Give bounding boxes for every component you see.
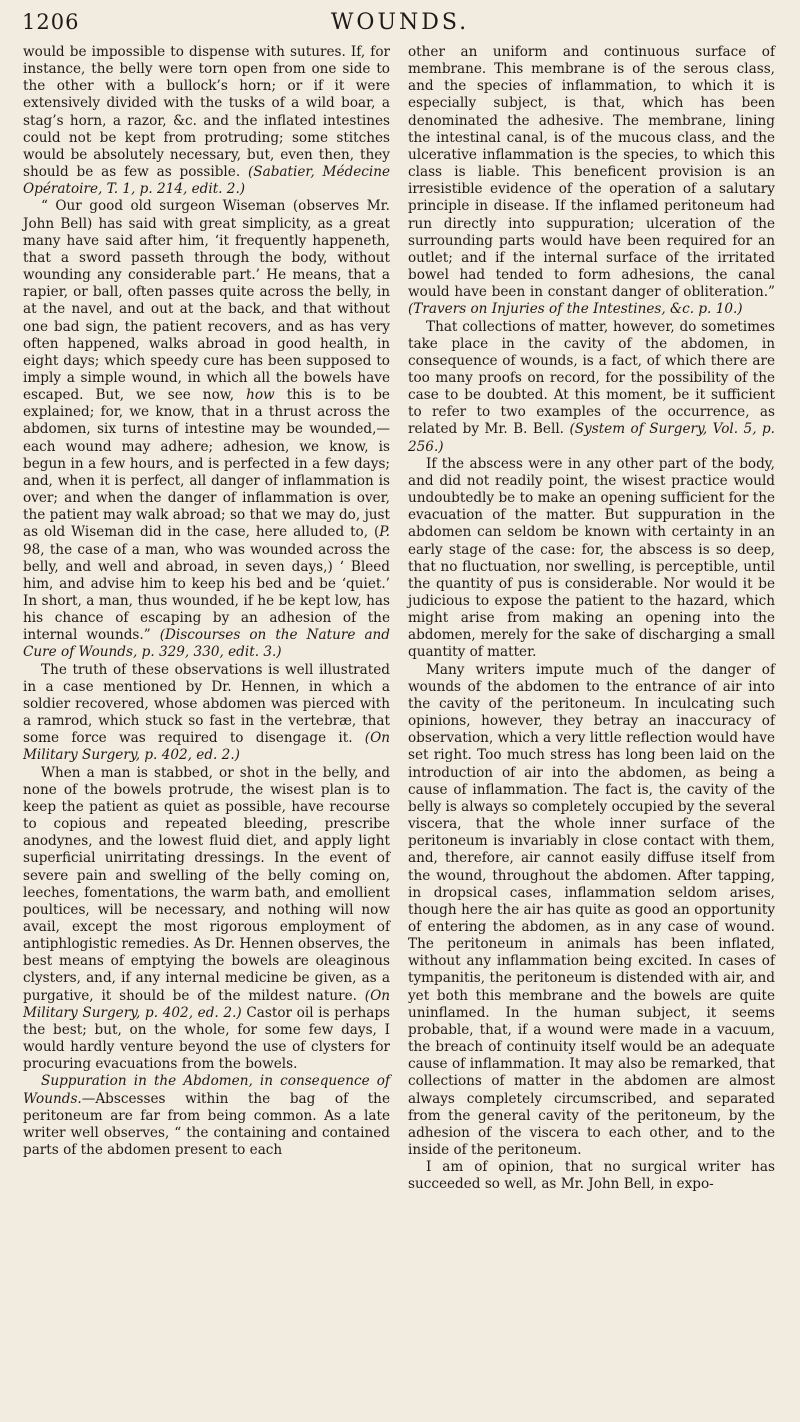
paragraph <box>408 44 775 319</box>
text: Many writers impute much of the danger of wounds of the abdomen to the entrance of air into the cavity of the peritoneum. In inculcating such opinions, however, they betray an inaccuracy of observation, which a very little reflection would have set right. Too much stress has long been laid on the introduction of air into the abdomen, as being a cause of inflammation. The fact is, the cavity of the belly is always so completely occupied by the several viscera, that the whole inner surface of the peritoneum is invariably in close contact with them, and, therefore, air cannot easily diffuse itself from the wound, throughout the abdomen. After tapping, in dropsical cases, inflammation seldom arises, though here the air has quite as good an opportunity of entering the abdomen, as in any case of wound. The peritoneum in animals has been inflated, without any inflammation being excited. In cases of tympanitis, the peritoneum is distended with air, and yet both this membrane and the bowels are quite uninflamed. In the human subject, it seems probable, that, if a wound were made in a vacuum, the breach of continuity itself would be an adequate cause of inflammation. It may also be remarked, that collections of matter in the abdomen are almost always completely circumscribed, and separated from the general cavity of the peritoneum, by the adhesion of the viscera to each other, and to the inside of the peritoneum. <box>408 661 775 1158</box>
text: “ Our good old surgeon Wiseman (observes Mr. John Bell) has said with great simplicity, as a great many have said after him, ‘it frequently happeneth, that a sword passeth through the body, without wounding any considerable part.’ He means, that a rapier, or ball, often passes quite across the belly, in at the navel, and out at the back, and that without one bad sign, the patient recovers, and as has very often happened, walks abroad in good health, in eight days; which speedy cure has been supposed to imply a simple wound, in which all the bowels have escaped. But, we see now, <box>23 198 390 404</box>
paragraph <box>23 662 390 765</box>
emphasis: how <box>246 387 275 404</box>
paragraph <box>23 198 390 661</box>
text: When a man is stabbed, or shot in the belly, and none of the bowels protrude, the wisest plan is to keep the patient as quiet as possible, have recourse to copious and repeated bleeding, prescribe anodynes, and the lowest fluid diet, and apply light superficial unirritating dressings. In the event of severe pain and swelling of the belly coming on, leeches, fomentations, the warm bath, and emollient poultices, will be necessary, and nothing will now avail, except the most rigorous employment of antiphlogistic remedies. As Dr. Hennen observes, the best means of emptying the bowels are oleaginous clysters, and, if any internal medicine be given, as a purgative, it should be of the mildest nature. <box>23 764 390 1004</box>
right-column <box>408 44 775 1193</box>
text: would be impossible to dispense with sutures. If, for instance, the belly were torn open from one side to the other with a bullock’s horn; or if it were extensively divided with the tusks of a wild boar, a stag’s horn, a razor, &c. and the inflated intestines could not be kept from protruding; some stitches would be absolutely necessary, but, even then, they should be as few as possible. <box>23 44 390 181</box>
citation: (Travers on Injuries of the Intestines, &c. p. 10.) <box>408 301 743 318</box>
paragraph <box>23 44 390 198</box>
citation: (On Military Surgery, p. 402, ed. 2.) <box>23 987 390 1021</box>
text: Castor oil is perhaps the best; but, on the whole, for some few days, I would hardly venture beyond the use of clysters for procuring evacuations from the bowels. <box>23 1004 390 1073</box>
citation: (Discourses on the Nature and Cure of Wounds, p. 329, 330, edit. 3.) <box>23 627 391 661</box>
paragraph <box>408 662 775 1160</box>
paragraph <box>23 765 390 1074</box>
citation: (System of Surgery, Vol. 5, p. 256.) <box>408 421 775 455</box>
text: The truth of these observations is well illustrated in a case mentioned by Dr. Hennen, in which a soldier recovered, whose abdomen was pierced with a ramrod, which stuck so fast in the vertebræ, that some force was required to disengage it. <box>23 661 390 747</box>
text: 98, the case of a man, who was wounded across the belly, and well and abroad, in seven days,) ‘ Bleed him, and advise him to keep his bed and be ‘quiet.’ In short, a man, thus wounded, if he be kept low, has his chance of escaping by an adhesion of the internal wounds.” <box>23 541 390 644</box>
paragraph <box>408 1159 775 1193</box>
emphasis: P. <box>379 524 390 541</box>
left-column <box>23 44 390 1159</box>
citation: (On Military Surgery, p. 402, ed. 2.) <box>23 730 390 764</box>
section-heading: Suppuration in the Abdomen, in consequence of Wounds. <box>23 1073 390 1107</box>
paragraph <box>23 1073 390 1159</box>
running-title: WOUNDS. <box>330 10 470 35</box>
text: If the abscess were in any other part of the body, and did not readily point, the wisest practice would undoubtedly be to make an opening sufficient for the evacuation of the matter. But suppuration in the abdomen can seldom be known with certainty in an early stage of the case: for, the abscess is so deep, that no fluctuation, nor swelling, is perceptible, until the quantity of pus is considerable. Nor would it be judicious to expose the patient to the hazard, which might arise from making an opening into the abdomen, merely for the sake of discharging a small quantity of matter. <box>408 455 775 661</box>
text: other an uniform and continuous surface of membrane. This membrane is of the serous class, and the species of inflammation, to which it is especially subject, is that, which has been denominated the adhesive. The membrane, lining the intestinal canal, is of the mucous class, and the ulcerative inflammation is the species, to which this class is liable. This beneficent provision is an irresistible evidence of the operation of a salutary principle in disease. If the inflamed peritoneum had run directly into suppuration; ulceration of the surrounding parts would have been required for an outlet; and if the internal surface of the irritated bowel had tended to form adhesions, the canal would have been in constant danger of obliteration.” <box>408 44 775 301</box>
page-header <box>22 10 778 44</box>
text: —Abscesses within the bag of the peritoneum are far from being common. As a late writer well observes, “ the containing and contained parts of the abdomen present to each <box>23 1090 390 1158</box>
text: That collections of matter, however, do sometimes take place in the cavity of the abdomen, in consequence of wounds, is a fact, of which there are too many proofs on record, for the possibility of the case to be doubted. At this moment, be it sufficient to refer to two examples of the occurrence, as related by Mr. B. Bell. <box>408 318 775 438</box>
text: this is to be explained; for, we know, that in a thrust across the abdomen, six turns of intestine may be wounded,—each wound may adhere; adhesion, we know, is begun in a few hours, and is perfected in a few days; and, when it is perfect, all danger of inflammation is over; and when the danger of inflammation is over, the patient may walk abroad; so that we may do, just as old Wiseman did in the case, here alluded to, ( <box>23 387 390 541</box>
text: I am of opinion, that no surgical writer has succeeded so well, as Mr. John Bell, in expo- <box>408 1159 775 1193</box>
paragraph <box>408 456 775 662</box>
page-number: 1206 <box>22 10 80 34</box>
citation: (Sabatier, Médecine Opératoire, T. 1, p. 214, edit. 2.) <box>23 164 391 198</box>
paragraph <box>408 319 775 456</box>
